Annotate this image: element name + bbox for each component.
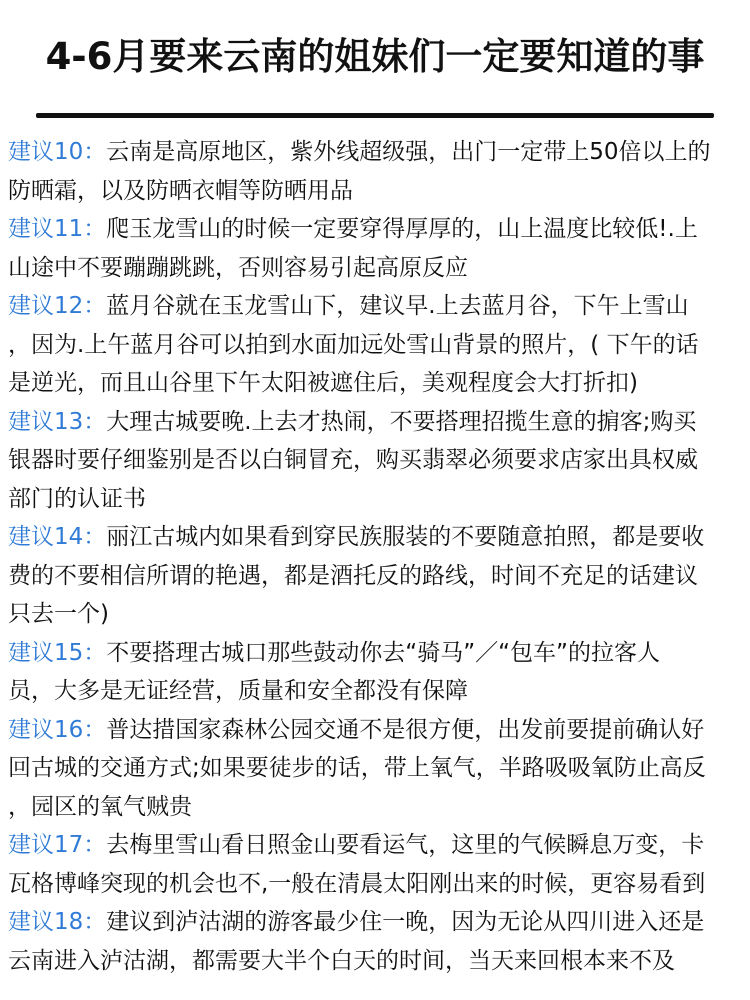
tip-label: 建议10：	[8, 139, 107, 165]
tip-text: 蓝月谷就在玉龙雪山下，建议早.上去蓝月谷，下午上雪山	[106, 293, 689, 319]
tip-text: 银器时要仔细鉴别是否以白铜冒充，购买翡翠必须要求店家出具权威	[8, 447, 698, 473]
tip-first-line	[8, 826, 748, 865]
tip-text: 爬玉龙雪山的时候一定要穿得厚厚的，山上温度比较低!.上	[106, 216, 698, 242]
tip-item	[8, 133, 748, 210]
tip-label: 建议15：	[8, 639, 107, 666]
tip-text: 费的不要相信所谓的艳遇，都是酒托反的路线，时间不充足的话建议	[8, 562, 698, 589]
tip-first-line	[8, 287, 748, 326]
tip-label: 建议17：	[8, 832, 107, 858]
tip-text: 丽江古城内如果看到穿民族服装的不要随意拍照，都是要收	[106, 524, 705, 550]
tip-text: 不要搭理古城口那些鼓动你去“骑马”／“包车”的拉客人	[106, 639, 660, 666]
page-title: 4-6月要来云南的姐妹们一定要知道的事	[45, 35, 705, 78]
tip-first-line	[8, 903, 748, 942]
tip-text: 云南是高原地区，紫外线超级强，出门一定带上50倍以上的	[106, 139, 711, 165]
tip-first-line	[8, 518, 748, 557]
tip-item	[8, 287, 748, 403]
tip-item	[8, 903, 748, 980]
tip-text: ，园区的氧气贼贵	[8, 793, 192, 820]
tip-first-line	[8, 711, 748, 750]
tip-item	[8, 403, 748, 519]
tip-text: 防晒霜，以及防晒衣帽等防晒用品	[8, 177, 353, 204]
tip-item	[8, 210, 748, 287]
tip-item	[8, 518, 748, 634]
tip-text: 山途中不要蹦蹦跳跳，否则容易引起高原反应	[8, 254, 468, 281]
tip-text: 大理古城要晚.上去才热闹，不要搭理招揽生意的掮客;购买	[106, 408, 697, 435]
tip-item	[8, 634, 748, 711]
tip-text: 瓦格博峰突现的机会也不,一般在清晨太阳刚出来的时候，更容易看到	[8, 870, 706, 897]
title-divider	[36, 113, 714, 118]
tip-first-line	[8, 634, 748, 673]
tip-item	[8, 711, 748, 827]
tip-text: 普达措国家森林公园交通不是很方便，出发前要提前确认好	[106, 716, 705, 743]
tip-label: 建议14：	[8, 524, 107, 550]
tip-label: 建议11：	[8, 216, 107, 242]
tip-text: 建议到泸沽湖的游客最少住一晚，因为无论从四川进入还是	[106, 909, 705, 935]
tip-first-line	[8, 210, 748, 249]
tip-text: 部门的认证书	[8, 485, 146, 512]
tip-label: 建议12：	[8, 293, 107, 319]
tip-text: 只去一个)	[8, 601, 109, 627]
tip-label: 建议18：	[8, 909, 107, 935]
tip-label: 建议13：	[8, 408, 107, 435]
tip-text: 回古城的交通方式;如果要徒步的话，带上氧气，半路吸吸氧防止高反	[8, 755, 706, 781]
tip-text: 员，大多是无证经营，质量和安全都没有保障	[8, 678, 468, 704]
tip-first-line	[8, 133, 748, 172]
tip-item	[8, 826, 748, 903]
tip-text: 云南进入泸沽湖，都需要大半个白天的时间，当天来回根本来不及	[8, 947, 675, 974]
tip-text: 是逆光，而且山谷里下午太阳被遮住后，美观程度会大打折扣)	[8, 370, 638, 396]
tip-text: ，因为.上午蓝月谷可以拍到水面加远处雪山背景的照片，( 下午的话	[8, 331, 699, 358]
tips-list	[8, 133, 748, 980]
tip-label: 建议16：	[8, 716, 107, 743]
tip-text: 去梅里雪山看日照金山要看运气，这里的气候瞬息万变，卡	[106, 832, 705, 858]
tip-first-line	[8, 403, 748, 442]
